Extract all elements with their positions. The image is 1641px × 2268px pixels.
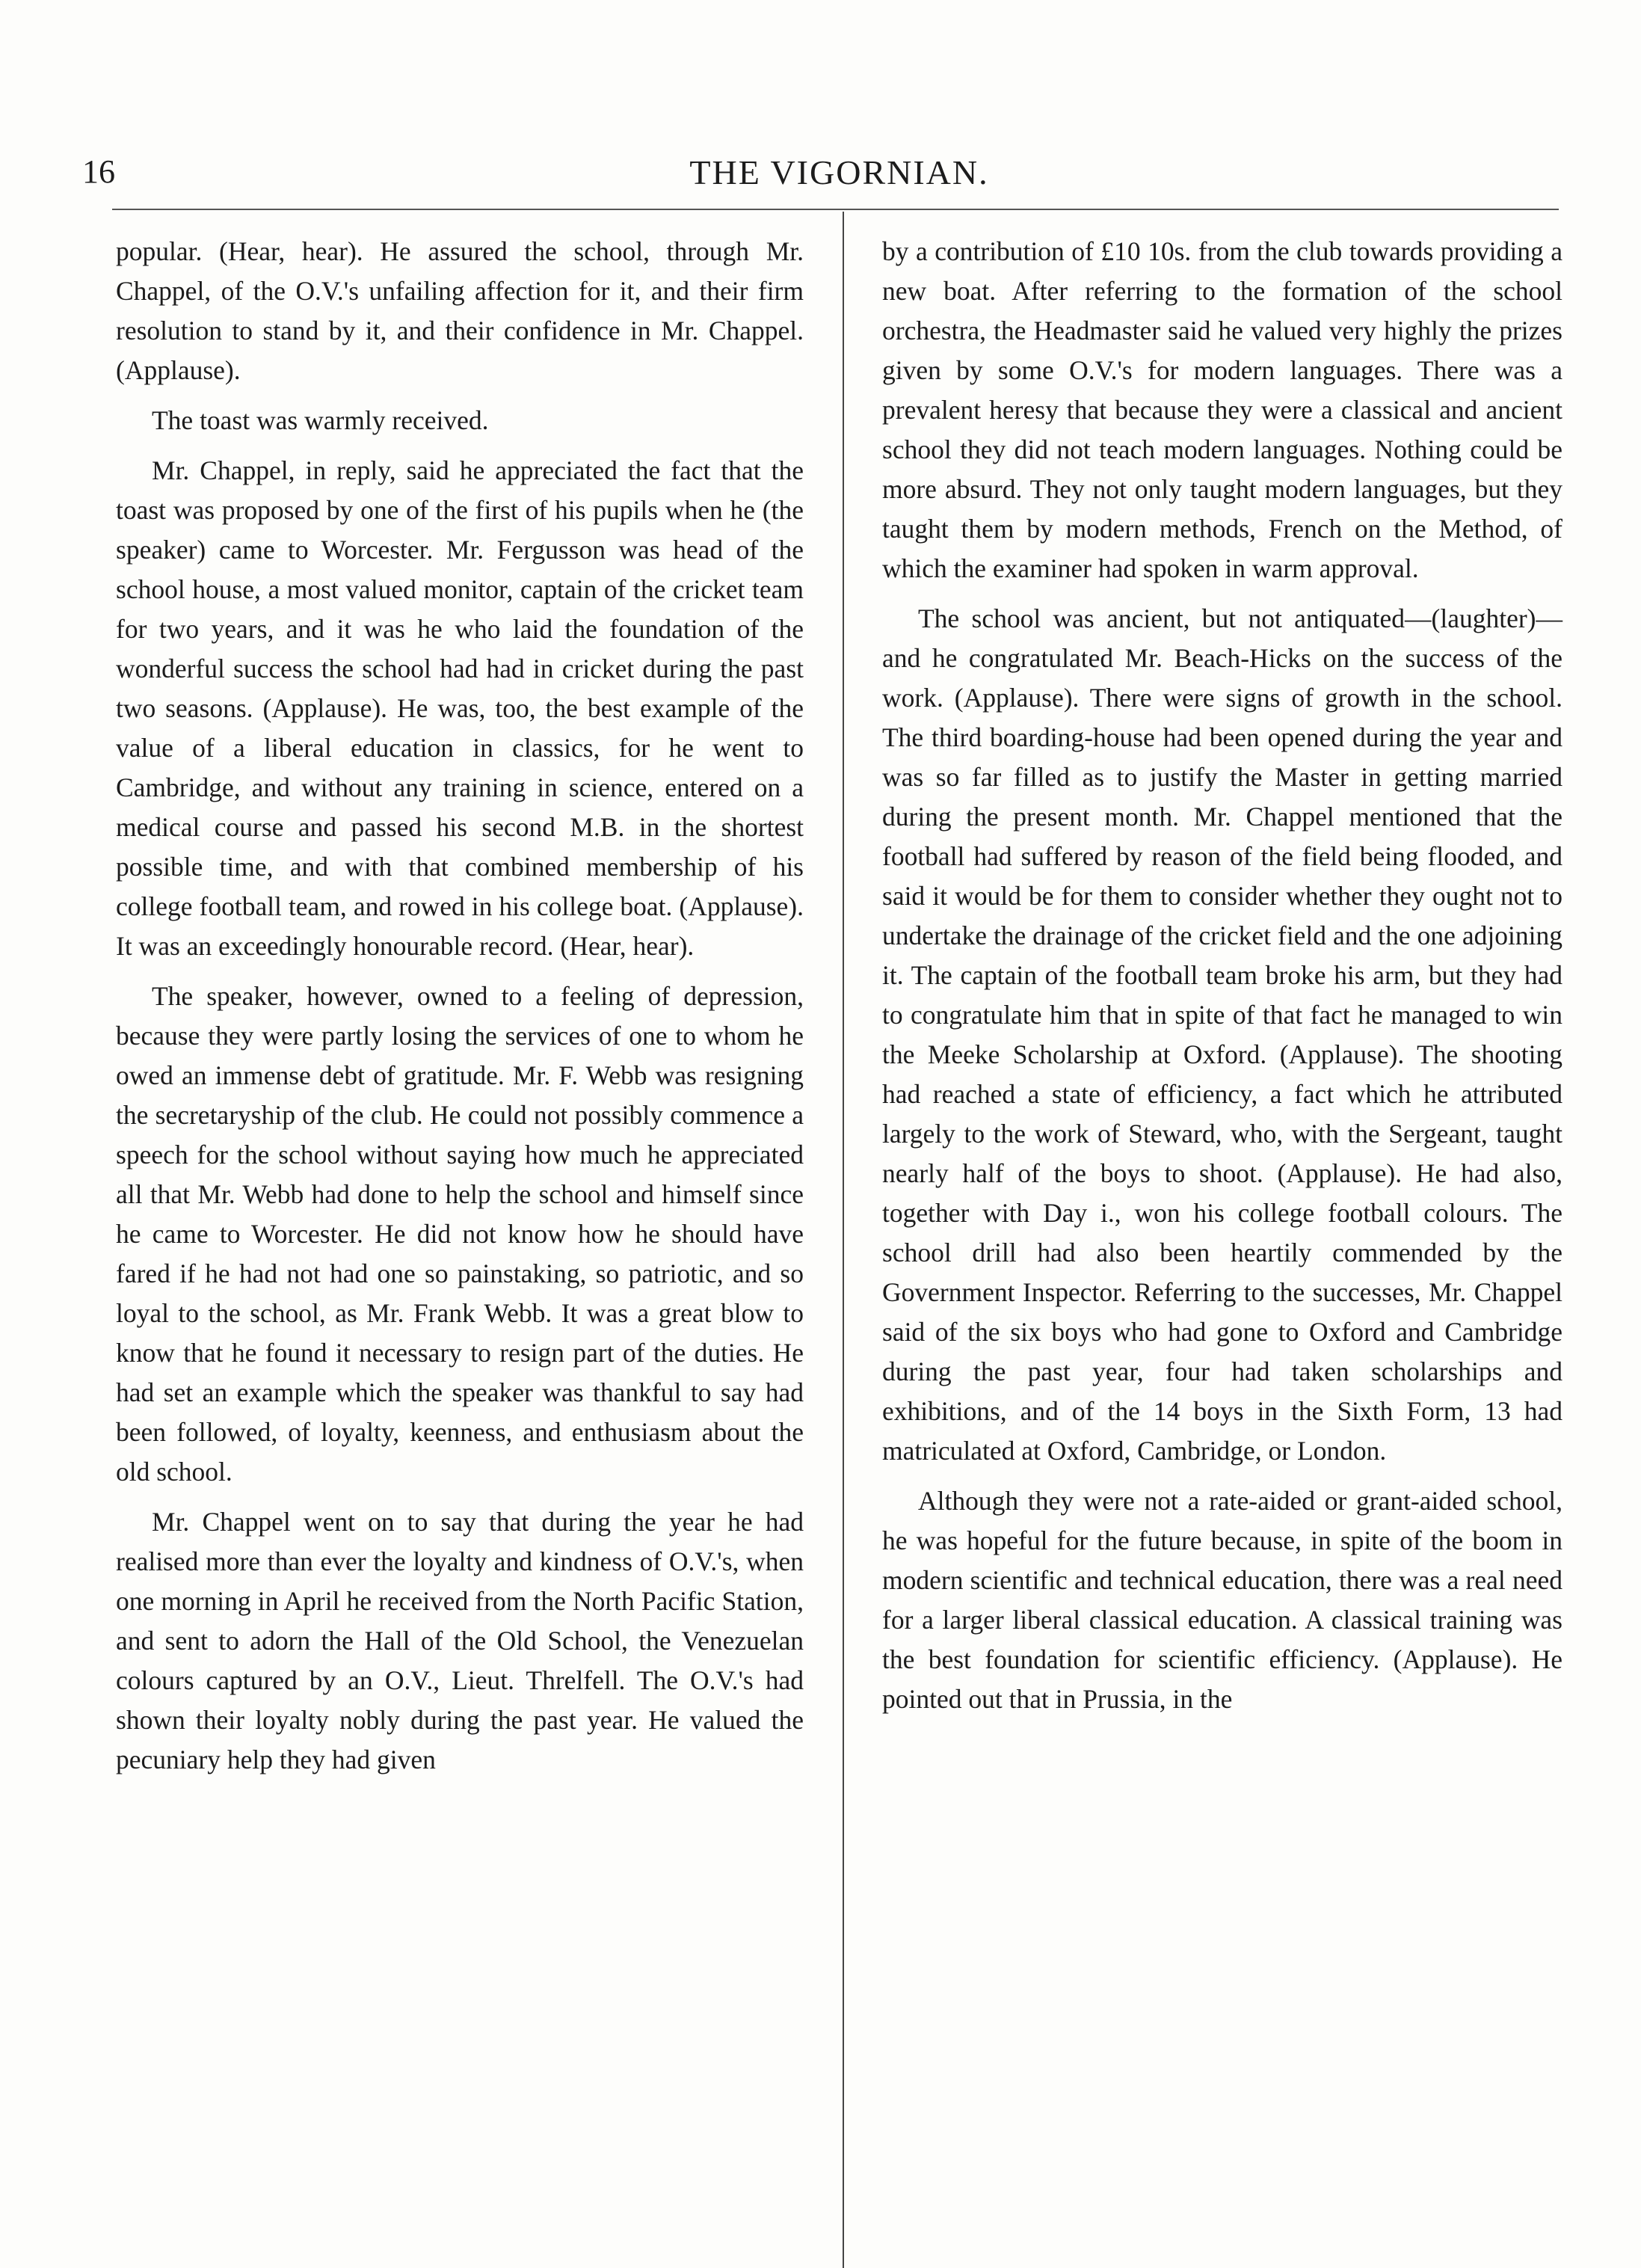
paragraph: popular. (Hear, hear). He assured the school, through Mr. Chappel, of the O.V.'s unfailing affection for it, and their firm resolution to stand by it, and their confidence in Mr. Chappel. (Applause). bbox=[116, 236, 804, 385]
header-rule bbox=[112, 209, 1559, 210]
paragraph: The school was ancient, but not antiquated—(laughter)—and he congratulated Mr. Beach-Hicks on the success of the work. (Applause). There were signs of growth in the school. The third boarding-house had been opened during the year and was so far filled as to justify the Master in getting married during the present month. Mr. Chappel mentioned that the football had suffered by reason of the field being flooded, and said it would be for them to consider whether they ought not to undertake the drainage of the cricket field and the one adjoining it. The captain of the football team broke his arm, but they had to congratulate him that in spite of that fact he managed to win the Meeke Scholarship at Oxford. (Applause). The shooting had reached a state of efficiency, a fact which he attributed largely to the work of Steward, who, with the Sergeant, taught nearly half of the boys to shoot. (Applause). He had also, together with Day i., won his college football colours. The school drill had also been heartily commended by the Government Inspector. Referring to the successes, Mr. Chappel said of the six boys who had gone to Oxford and Cambridge during the past year, four had taken scholarships and exhibitions, and of the 14 boys in the Sixth Form, 13 had matriculated at Oxford, Cambridge, or London. bbox=[882, 603, 1563, 1466]
paragraph: Although they were not a rate-aided or grant-aided school, he was hopeful for the future because, in spite of the boom in modern scientific and technical education, there was a real need for a larger liberal classical education. A classical training was the best foundation for scientific efficiency. (Applause). He pointed out that in Prussia, in the bbox=[882, 1486, 1563, 1714]
paragraph: Mr. Chappel went on to say that during the year he had realised more than ever the loyalty and kindness of O.V.'s, when one morning in April he received from the North Pacific Station, and sent to adorn the Hall of the Old School, the Venezuelan colours captured by an O.V., Lieut. Threlfell. The O.V.'s had shown their loyalty nobly during the past year. He valued the pecuniary help they had given bbox=[116, 1507, 804, 1774]
paragraph: The speaker, however, owned to a feeling of depression, because they were partly losing the services of one to whom he owed an immense debt of gratitude. Mr. F. Webb was resigning the secretaryship of the club. He could not possibly commence a speech for the school without saying how much he appreciated all that Mr. Webb had done to help the school and himself since he came to Worcester. He did not know how he should have fared if he had not had one so painstaking, so patriotic, and so loyal to the school, as Mr. Frank Webb. It was a great blow to know that he found it necessary to resign part of the duties. He had set an example which the speaker was thankful to say had been followed, of loyalty, keenness, and enthusiasm about the old school. bbox=[116, 981, 804, 1487]
right-column bbox=[882, 232, 1563, 1730]
column-divider bbox=[843, 212, 844, 2268]
page-number: 16 bbox=[82, 153, 115, 190]
paragraph: The toast was warmly received. bbox=[152, 405, 489, 435]
paragraph: Mr. Chappel, in reply, said he appreciated the fact that the toast was proposed by one of the first of his pupils when he (the speaker) came to Worcester. Mr. Fergusson was head of the school house, a most valued monitor, captain of the cricket team for two years, and it was he who laid the foundation of the wonderful success the school had had in cricket during the past two seasons. (Applause). He was, too, the best example of the value of a liberal education in classics, for he went to Cambridge, and without any training in science, entered on a medical course and passed his second M.B. in the shortest possible time, and with that combined membership of his college football team, and rowed in his college boat. (Applause). It was an exceedingly honourable record. (Hear, hear). bbox=[116, 455, 804, 961]
page-title: THE VIGORNIAN. bbox=[689, 153, 989, 191]
left-column bbox=[116, 232, 804, 1790]
paragraph: by a contribution of £10 10s. from the club towards providing a new boat. After referring to the formation of the school orchestra, the Headmaster said he valued very highly the prizes given by some O.V.'s for modern languages. There was a prevalent heresy that because they were a classical and ancient school they did not teach modern languages. Nothing could be more absurd. They not only taught modern languages, but they taught them by modern methods, French on the Method, of which the examiner had spoken in warm approval. bbox=[882, 236, 1563, 583]
